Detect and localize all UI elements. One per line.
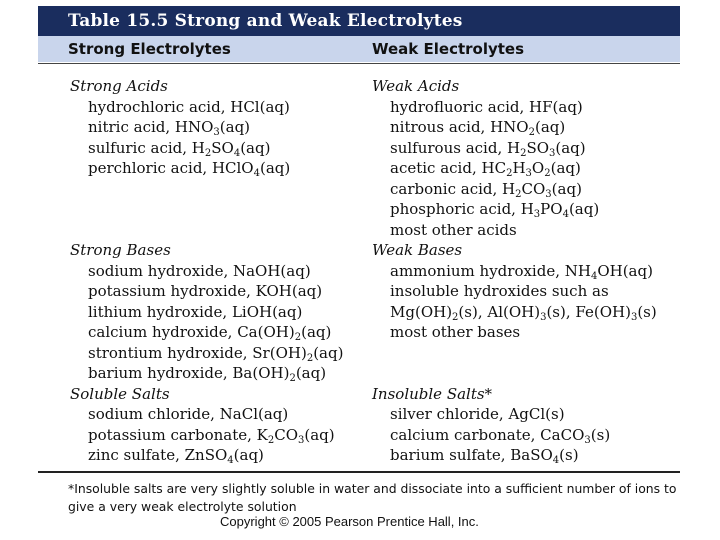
- electrolyte-item: ammonium hydroxide, $NH_4OH(aq)$: [390, 261, 653, 282]
- spacer-row: [372, 363, 682, 384]
- group-heading: Soluble Salts: [70, 384, 170, 403]
- header-strong-electrolytes: Strong Electrolytes: [68, 40, 231, 58]
- electrolyte-group: [70, 384, 370, 466]
- electrolyte-item: sodium chloride, NaCl(aq): [88, 405, 289, 423]
- electrolyte-item: most other bases: [390, 323, 521, 341]
- strong-electrolytes-column: [70, 76, 370, 466]
- electrolyte-item: $Mg(OH)_2(s)$, $Al(OH)_3(s)$, $Fe(OH)_3(s)$: [390, 302, 657, 323]
- copyright-notice: Copyright © 2005 Pearson Prentice Hall, Inc.: [220, 514, 479, 529]
- electrolyte-item: calcium carbonate, CaCO$_3$(s): [390, 425, 611, 446]
- electrolyte-item: zinc sulfate, ZnSO$_4$(aq): [88, 446, 264, 466]
- electrolyte-item: hydrochloric acid, HCl(aq): [88, 97, 290, 116]
- group-heading: Weak Bases: [372, 241, 463, 259]
- table-bottom-rule: [38, 471, 680, 473]
- spacer-row: [70, 179, 370, 200]
- electrolyte-item: phosphoric acid, $H_3PO_4(aq)$: [390, 200, 600, 220]
- electrolyte-item: strontium hydroxide, $Sr(OH)_2(aq)$: [88, 343, 344, 364]
- group-heading: Insoluble Salts*: [372, 384, 493, 403]
- table-footnote: *Insoluble salts are very slightly soluble in water and dissociate into a sufficient number of ions to give a very weak electrolyte solution: [68, 481, 677, 514]
- spacer-row: [70, 220, 370, 241]
- electrolyte-item: most other acids: [390, 220, 517, 239]
- electrolyte-item: silver chloride, AgCl(s): [390, 405, 565, 423]
- electrolyte-group: [372, 76, 682, 240]
- electrolyte-item: insoluble hydroxides such as: [390, 282, 609, 300]
- electrolyte-item: barium sulfate, BaSO$_4$(s): [390, 446, 579, 466]
- electrolyte-item: nitrous acid, $HNO_2(aq)$: [390, 118, 566, 138]
- spacer-row: [70, 199, 370, 220]
- electrolyte-item: potassium hydroxide, KOH(aq): [88, 282, 323, 300]
- electrolyte-group: [372, 384, 682, 466]
- header-weak-electrolytes: Weak Electrolytes: [372, 40, 525, 58]
- electrolyte-item: perchloric acid, HClO$_4$(aq): [88, 159, 291, 179]
- header-divider: [38, 63, 680, 64]
- electrolyte-item: nitric acid, $HNO_3(aq)$: [88, 118, 251, 138]
- electrolyte-item: potassium carbonate, $K_2CO_3(aq)$: [88, 425, 335, 446]
- electrolyte-item: carbonic acid, $H_2CO_3(aq)$: [390, 179, 582, 200]
- electrolyte-item: barium hydroxide, $Ba(OH)_2(aq)$: [88, 364, 327, 384]
- table-title-bar: [38, 6, 680, 36]
- electrolyte-group: [372, 240, 682, 384]
- table-title: Table 15.5 Strong and Weak Electrolytes: [68, 11, 463, 31]
- electrolyte-item: acetic acid, $HC_2H_3O_2(aq)$: [390, 159, 581, 179]
- electrolyte-item: calcium hydroxide, $Ca(OH)_2(aq)$: [88, 323, 332, 343]
- electrolyte-item: hydrofluoric acid, HF(aq): [390, 97, 583, 116]
- group-heading: Strong Bases: [70, 241, 171, 259]
- weak-electrolytes-column: [372, 76, 682, 466]
- column-header-bar: [38, 36, 680, 62]
- electrolyte-item: sodium hydroxide, NaOH(aq): [88, 261, 311, 280]
- electrolyte-group: [70, 76, 370, 240]
- electrolyte-item: sulfuric acid, $H_2SO_4(aq)$: [88, 138, 271, 159]
- electrolyte-item: lithium hydroxide, LiOH(aq): [88, 302, 303, 321]
- electrolyte-group: [70, 240, 370, 384]
- group-heading: Strong Acids: [70, 77, 168, 95]
- electrolyte-item: sulfurous acid, $H_2SO_3(aq)$: [390, 138, 586, 159]
- spacer-row: [372, 343, 682, 364]
- group-heading: Weak Acids: [372, 77, 460, 95]
